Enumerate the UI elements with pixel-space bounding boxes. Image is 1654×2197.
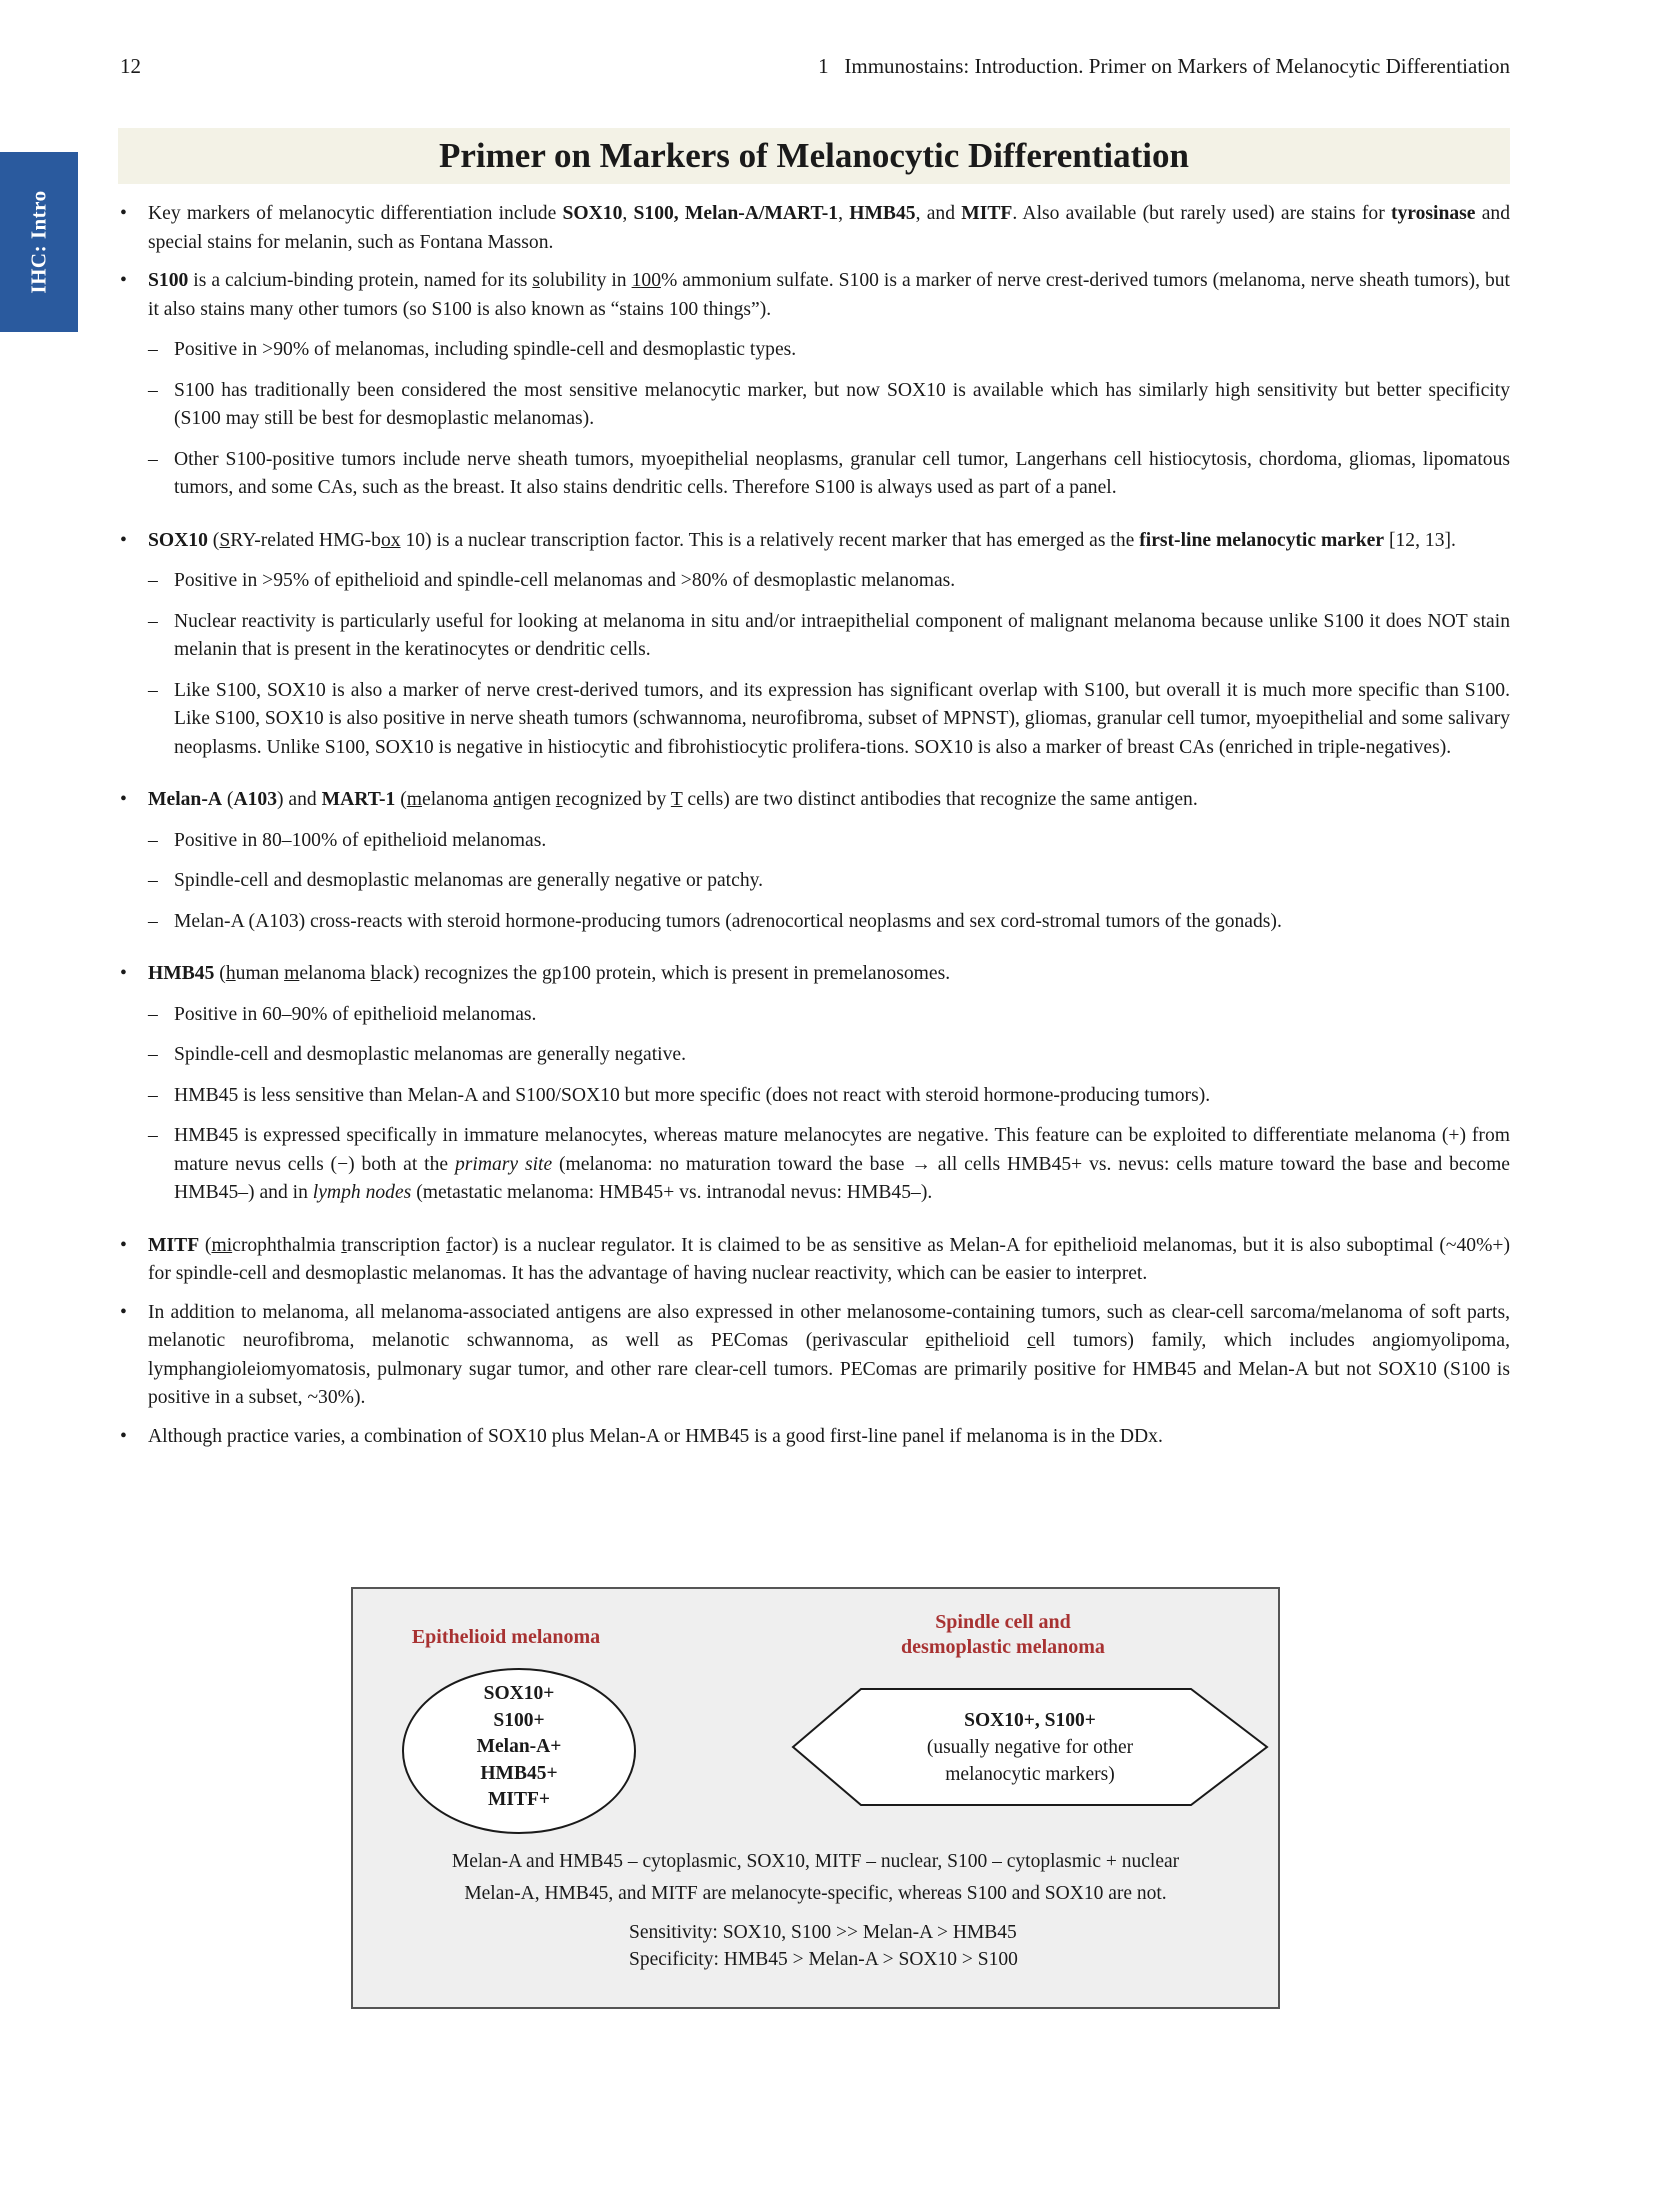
text-segment: Positive in 60–90% of epithelioid melanomas. [174, 1003, 537, 1025]
section-side-tab [0, 152, 78, 332]
running-title: 1 Immunostains: Introduction. Primer on Markers of Melanocytic Differentiation [818, 54, 1510, 78]
text-segment: RY-related HMG-b [230, 529, 381, 551]
text-segment: lack) recognizes the gp100 protein, which is present in premelanosomes. [380, 963, 951, 984]
text-segment: cells) are two distinct antibodies that recognize the same antigen. [682, 789, 1198, 810]
text-segment: T [670, 789, 683, 810]
text-segment: , [838, 203, 850, 224]
sub-bullet-item [118, 827, 1510, 856]
text-segment: In addition to melanoma, all melanoma-associated antigens are also expressed in other melanosome-containing tumors, such as clear-cell sarcoma/melanoma of soft parts, melanotic neurofibroma, melanotic schwannoma, as well as PEComas ( [148, 1301, 1515, 1351]
spacer [118, 772, 1510, 786]
text-segment: ( [222, 789, 234, 810]
text-segment: MART-1 [321, 789, 396, 810]
epithelioid-oval [401, 1667, 637, 1835]
sub-bullet-item [118, 1041, 1510, 1070]
text-segment: mi [211, 1234, 233, 1256]
text-segment: ecognized by [562, 789, 671, 810]
spindle-markers-line3: melanocytic markers) [945, 1764, 1115, 1785]
text-segment: c [1027, 1330, 1036, 1351]
sensitivity-block [629, 1919, 1029, 1973]
page-header [120, 54, 1510, 84]
sub-bullet-item [118, 446, 1515, 503]
text-segment: HMB45 [148, 963, 215, 984]
text-segment: A103 [233, 789, 277, 810]
sub-bullet-item [118, 677, 1515, 763]
text-segment: HMB45 is less sensitive than Melan-A and S100/SOX10 but more specific (does not react with steroid hormone-producing tumors). [174, 1084, 1211, 1106]
text-segment: uman [235, 963, 285, 984]
bullet-item [118, 960, 1510, 989]
text-segment: m [284, 963, 300, 984]
text-segment: SOX10 [562, 203, 623, 224]
spacer [118, 946, 1510, 960]
spindle-label-line2: desmoplastic melanoma [901, 1636, 1105, 1658]
sub-bullet-item [118, 567, 1510, 596]
text-segment: Spindle-cell and desmoplastic melanomas are generally negative or patchy. [174, 870, 764, 891]
sensitivity-line: Sensitivity: SOX10, S100 >> Melan-A > HMB45 [629, 1922, 1017, 1943]
text-segment: crophthalmia [232, 1234, 342, 1256]
epithelioid-markers [401, 1681, 637, 1814]
side-tab-label: IHC: Intro [26, 190, 51, 294]
page-number: 12 [120, 54, 141, 78]
text-segment: Positive in >95% of epithelioid and spindle-cell melanomas and >80% of desmoplastic melanomas. [174, 570, 956, 591]
text-segment: (melanoma: no maturation toward the base → all cells HMB45+ vs. nevus: cells mature toward the base and become HMB45–) and in [174, 1153, 1515, 1203]
text-segment: Although practice varies, a combination of SOX10 plus Melan-A or HMB45 is a good first-line panel if melanoma is in the DDx. [148, 1425, 1163, 1447]
spindle-hexagon [791, 1685, 1269, 1809]
bullet-list [118, 200, 1515, 1461]
text-segment: e [925, 1330, 935, 1351]
text-segment: ( [395, 789, 407, 810]
text-segment: . Also available (but rarely used) are stains for [1012, 203, 1391, 224]
text-segment: pithelioid [934, 1330, 1028, 1351]
text-segment: 10) is a nuclear transcription factor. This is a relatively recent marker that has emerged as the [400, 529, 1140, 551]
text-segment: ) and [277, 789, 322, 810]
bullet-item [118, 1299, 1515, 1413]
bullet-item [118, 1232, 1515, 1289]
sub-bullet-item [118, 608, 1515, 665]
sub-bullet-item [118, 377, 1515, 434]
text-segment: is a calcium-binding protein, named for its [188, 270, 533, 291]
spindle-label [873, 1610, 1133, 1660]
text-segment: ntigen [502, 789, 556, 810]
bullet-item [118, 267, 1515, 324]
sub-bullet-item [118, 1001, 1510, 1030]
sub-bullet-item [118, 1122, 1515, 1208]
text-segment: elanoma [299, 963, 371, 984]
section-title: Primer on Markers of Melanocytic Differentiation [118, 128, 1510, 184]
text-segment: primary site [454, 1153, 553, 1175]
text-segment: SOX10 [148, 529, 208, 551]
localization-note: Melan-A and HMB45 – cytoplasmic, SOX10, MITF – nuclear, S100 – cytoplasmic + nuclear [451, 1851, 1180, 1872]
text-segment: lymph nodes [312, 1182, 412, 1203]
text-segment: S100, [633, 203, 679, 224]
text-segment: MITF [148, 1234, 200, 1256]
summary-box [351, 1587, 1280, 2009]
text-segment: ( [214, 963, 226, 984]
text-segment: Like S100, SOX10 is also a marker of nerve crest-derived tumors, and its expression has significant overlap with S100, but overall it is much more specific than S100. Like S100, SOX10 is also positive in nerve sheath tumors (schwannoma, neurofibroma, subset of MPNST), gliomas, granular cell tumor, myoepithelial and some salivary neoplasms. Unlike S100, SOX10 is negative in histiocytic and fibrohistiocytic prolifera-tions. SOX10 is also a marker of breast CAs (enriched in triple-negatives). [174, 679, 1515, 758]
text-segment: S [219, 529, 231, 551]
text-segment: h [225, 963, 236, 984]
text-segment: t [341, 1234, 347, 1256]
text-segment: [12, 13]. [1384, 529, 1456, 551]
epithelioid-label: Epithelioid melanoma [411, 1626, 601, 1648]
specificity-note: Melan-A, HMB45, and MITF are melanocyte-specific, whereas S100 and SOX10 are not. [464, 1883, 1167, 1904]
text-segment: actor) is a nuclear regulator. It is claimed to be as sensitive as Melan-A for epithelioid melanomas, but it is also suboptimal (~40%+) for spindle-cell and desmoplastic melanomas. It has the advantage of having nuclear reactivity, which can be easier to interpret. [148, 1234, 1515, 1284]
text-segment: HMB45 [849, 203, 916, 224]
text-segment: ell tumors) family, which includes angiomyolipoma, lymphangioleiomyomatosis, pulmonary sugar tumor, and other rare clear-cell tumors. PEComas are primarily positive for HMB45 and Melan-A but not SOX10 (S100 is positive in a subset, ~30%). [148, 1330, 1515, 1408]
text-segment: % ammonium sulfate. S100 is a marker of nerve crest-derived tumors (melanoma, nerve sheath tumors), but it also stains many other tumors (so S100 is also known as “stains 100 things”). [148, 270, 1515, 320]
text-segment: HMB45 is expressed specifically in immature melanocytes, whereas mature melanocytes are negative. This feature can be exploited to differentiate melanoma (+) from mature nevus cells (−) both at the [174, 1125, 1515, 1175]
text-segment: ( [199, 1234, 212, 1256]
spacer [118, 1218, 1510, 1232]
text-segment: ( [207, 529, 220, 551]
text-segment: first-line melanocytic marker [1139, 529, 1385, 551]
text-segment: tyrosinase [1390, 203, 1476, 224]
bullet-item [118, 1423, 1510, 1452]
specificity-line: Specificity: HMB45 > Melan-A > SOX10 > S100 [629, 1949, 1018, 1970]
text-segment: Melan-A (A103) cross-reacts with steroid hormone-producing tumors (adrenocortical neoplasms and sex cord-stromal tumors of the gonads). [174, 910, 1282, 932]
bullet-item [118, 786, 1510, 815]
spindle-markers-line2: (usually negative for other [926, 1737, 1134, 1758]
text-segment: Melan-A/MART-1 [684, 203, 839, 224]
text-segment: Key markers of melanocytic differentiation include [148, 203, 563, 224]
text-segment: s [532, 270, 540, 291]
text-segment: Nuclear reactivity is particularly useful for looking at melanoma in situ and/or intraepithelial component of malignant melanoma because unlike S100 it does NOT stain melanin that is present in the keratinocytes or dendritic cells. [174, 610, 1515, 660]
bullet-item [118, 527, 1510, 556]
spindle-markers-line1: SOX10+, S100+ [964, 1710, 1096, 1731]
text-segment: ox [380, 529, 401, 551]
sub-bullet-item [118, 908, 1510, 937]
sub-bullet-item [118, 867, 1510, 896]
text-segment: S100 [148, 270, 189, 291]
epithelioid-marker: HMB45+ [480, 1762, 558, 1784]
text-segment: p [812, 1330, 823, 1351]
text-segment: 100 [631, 270, 661, 291]
text-segment: Positive in >90% of melanomas, including spindle-cell and desmoplastic types. [174, 339, 797, 360]
text-segment: b [370, 963, 381, 984]
epithelioid-marker: SOX10+ [483, 1683, 555, 1704]
bullet-item [118, 200, 1515, 257]
text-segment: olubility in [539, 270, 632, 291]
text-segment: , and [915, 203, 962, 224]
text-segment: Melan-A [148, 789, 223, 810]
spindle-markers [791, 1707, 1269, 1788]
text-segment: r [555, 789, 563, 810]
sub-bullet-item [118, 336, 1510, 365]
text-segment: (metastatic melanoma: HMB45+ vs. intranodal nevus: HMB45–). [411, 1182, 933, 1203]
text-segment: a [493, 789, 502, 810]
text-segment: MITF [961, 203, 1013, 224]
text-segment: ranscription [346, 1234, 447, 1256]
epithelioid-marker: Melan-A+ [476, 1736, 562, 1757]
sub-bullet-item [118, 1082, 1510, 1111]
text-segment: S100 has traditionally been considered the most sensitive melanocytic marker, but now SOX10 is available which has similarly high sensitivity but better specificity (S100 may still be best for desmoplastic melanomas). [174, 379, 1515, 429]
text-segment: m [406, 789, 423, 810]
text-segment: Spindle-cell and desmoplastic melanomas are generally negative. [174, 1044, 686, 1065]
text-segment: Other S100-positive tumors include nerve sheath tumors, myoepithelial neoplasms, granular cell tumor, Langerhans cell histiocytosis, chordoma, gliomas, lipomatous tumors, and some CAs, such as the breast. It also stains dendritic cells. Therefore S100 is always used as part of a panel. [174, 448, 1515, 498]
text-segment: f [446, 1234, 453, 1256]
text-segment: , [622, 203, 634, 224]
text-segment: Positive in 80–100% of epithelioid melanomas. [174, 829, 547, 851]
epithelioid-marker: S100+ [493, 1709, 545, 1731]
spindle-label-line1: Spindle cell and [935, 1611, 1071, 1633]
text-segment: elanoma [422, 789, 494, 810]
text-segment: erivascular [822, 1330, 926, 1351]
spacer [118, 513, 1510, 527]
text-segment: and special stains for melanin, such as Fontana Masson. [148, 203, 1515, 253]
epithelioid-marker: MITF+ [487, 1789, 551, 1810]
